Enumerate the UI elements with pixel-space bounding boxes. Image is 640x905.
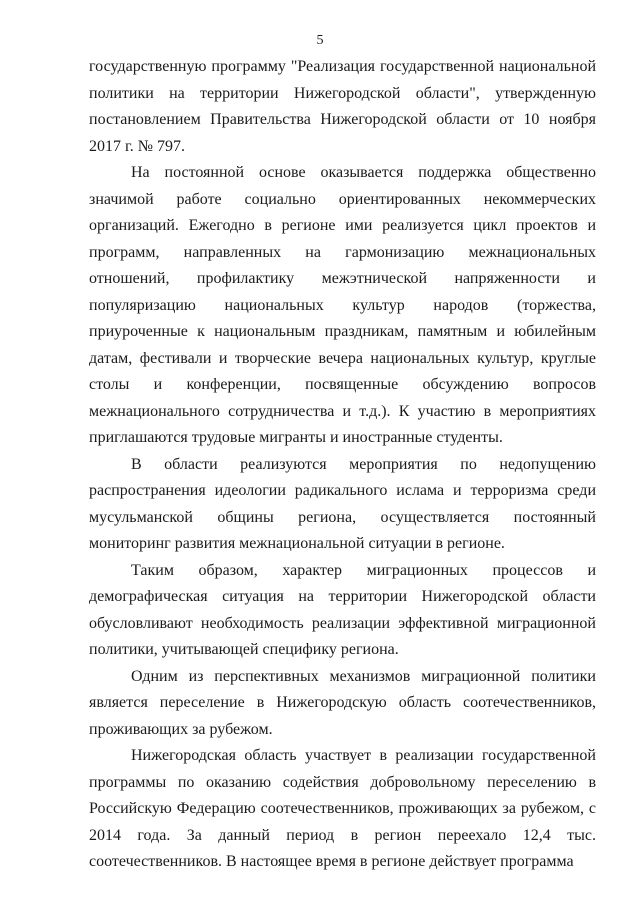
- paragraph-resettlement-mechanism: Одним из перспективных механизмов миграционной политики является переселение в Нижегородскую область соотечественников, проживающих за рубежом.: [89, 667, 596, 738]
- paragraph-continuation: государственную программу "Реализация государственной национальной политики на территории Нижегородской области", утвержденную постановлением Правительства Нижегородской области от 10 ноября 2017 г. № 797.: [89, 58, 596, 155]
- paragraph-state-program: Нижегородская область участвует в реализации государственной программы по оказанию содействия добровольному переселению в Российскую Федерацию соотечественников, проживающих за рубежом, с 2014 года. За данный период в регион переехало 12,4 тыс. соотечественников. В настоящее время в регионе действует программа: [89, 747, 596, 870]
- document-body: [89, 54, 596, 876]
- paragraph-radicalism-prevention: В области реализуются мероприятия по недопущению распространения идеологии радикального ислама и терроризма среди мусульманской общины региона, осуществляется постоянный мониторинг развития межнациональной ситуации в регионе.: [89, 455, 596, 552]
- paragraph-migration-policy: Таким образом, характер миграционных процессов и демографическая ситуация на территории Нижегородской области обусловливают необходимость реализации эффективной миграционной политики, учитывающей специфику региона.: [89, 561, 596, 658]
- page-number: 5: [316, 33, 324, 48]
- paragraph-nko-support: На постоянной основе оказывается поддержка общественно значимой работе социально ориентированных некоммерческих организаций. Ежегодно в регионе ими реализуется цикл проектов и программ, направленных на гармонизацию межнациональных отношений, профилактику межэтнической напряженности и популяризацию национальных культур народов (торжества, приуроченные к национальным праздникам, памятным и юбилейным датам, фестивали и творческие вечера национальных культур, круглые столы и конференции, посвященные обсуждению вопросов межнационального сотрудничества и т.д.). К участию в мероприятиях приглашаются трудовые мигранты и иностранные студенты.: [89, 164, 596, 446]
